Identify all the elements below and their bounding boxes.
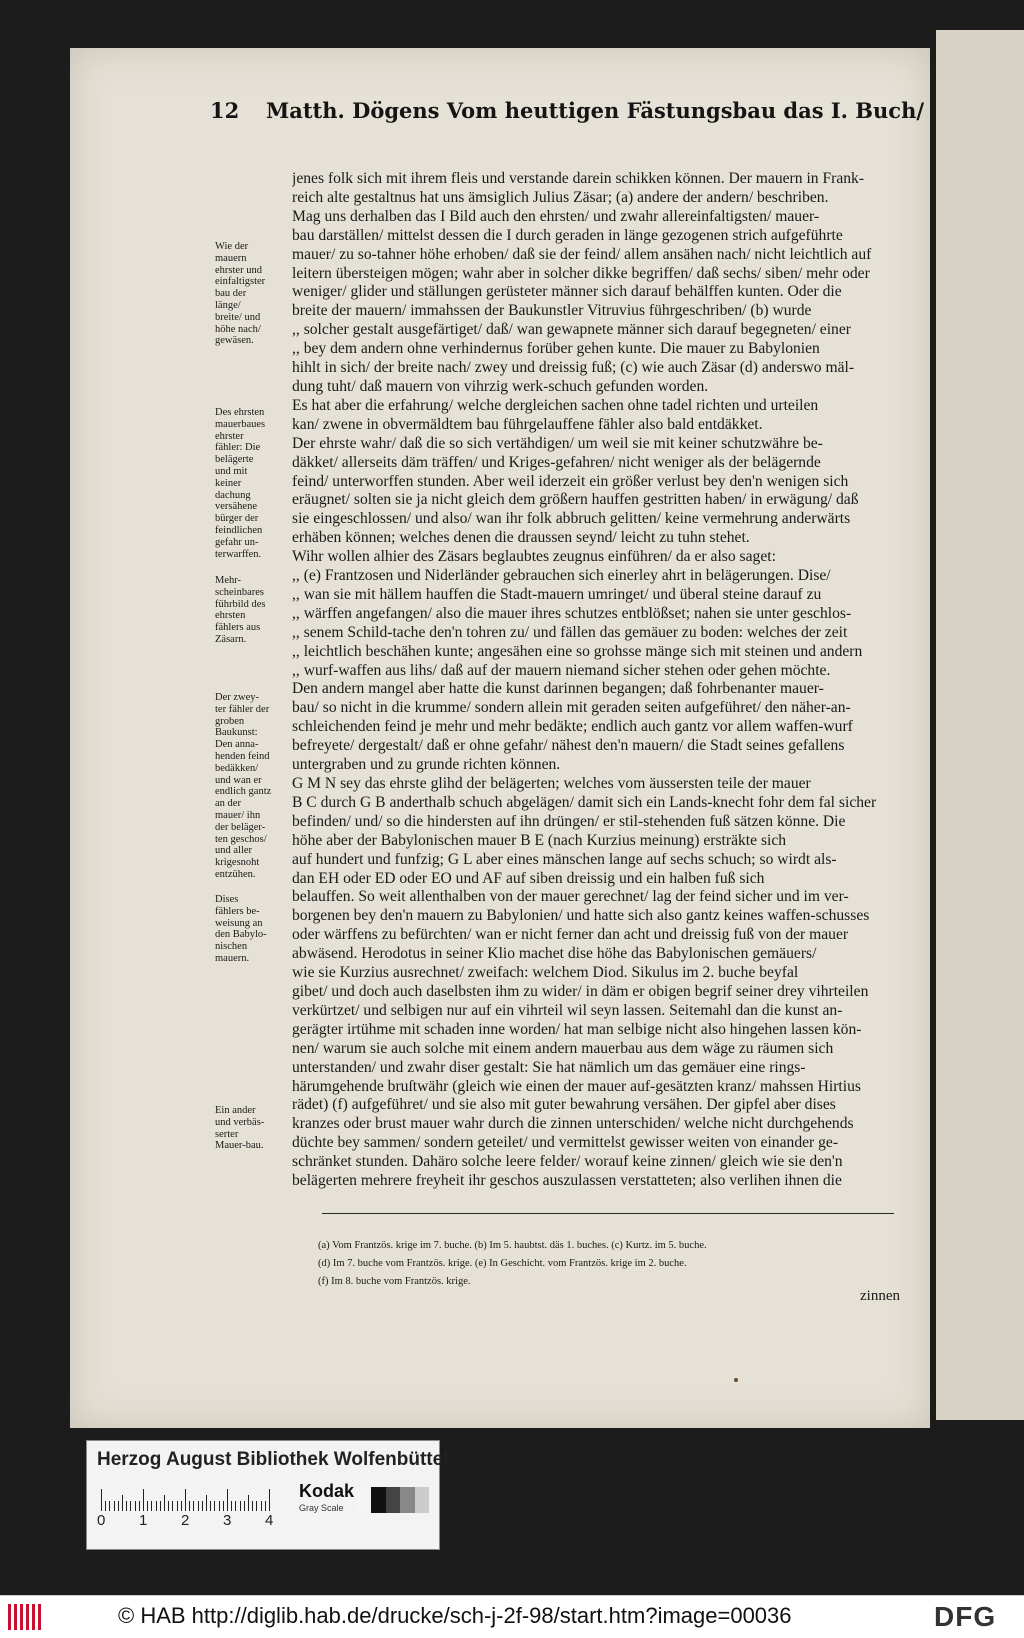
scale-tick: [135, 1501, 136, 1511]
main-text: [292, 170, 904, 1191]
scale-tick: [261, 1501, 262, 1511]
measure-scale: [97, 1481, 277, 1529]
text-line: däkket/ allerseits däm träffen/ und Kriges-gefahren/ nicht weniger als der belägernde: [292, 453, 821, 471]
scale-tick: [206, 1495, 207, 1511]
margin-note-line: führbild des: [215, 598, 266, 610]
margin-note-line: und verbäs-: [215, 1116, 265, 1128]
footnote-line: (d) Im 7. buche vom Frantzös. krige. (e) In Geschicht. vom Frantzös. krige im 2. buche.: [318, 1258, 687, 1269]
margin-note-line: höhe nach/: [215, 323, 261, 335]
margin-note-line: keiner: [215, 477, 242, 489]
text-line: breite der mauern/ immahssen der Baukunstler Vitruvius führgeschriben/ (b) wurde: [292, 302, 812, 320]
kodak-logo: Kodak: [299, 1481, 355, 1501]
margin-note-line: belägerte: [215, 454, 254, 466]
margin-note-line: Wie der: [215, 241, 249, 252]
dfg-logo: DFG: [934, 1601, 997, 1632]
text-line: B C durch G B anderthalb schuch abgelägen/ damit sich ein Lands-knecht fohr dem fal sicher: [292, 793, 877, 811]
library-name: Herzog August Bibliothek Wolfenbüttel: [97, 1449, 449, 1470]
text-line: oder wärffens zu befürchten/ wan er nicht ferner dan acht und dreissig fuß von der mauer: [292, 926, 849, 944]
text-line: gerägter irtühme mit schaden inne worden/ hat man selbige nicht also hingehen lassen kön-: [292, 1020, 862, 1038]
footnote-rule: [322, 1213, 894, 1214]
text-line: wie sie Kurzius ausrechnet/ zweifach: welchem Diod. Sikulus im 2. buche beyfal: [292, 964, 799, 982]
scale-tick: [185, 1489, 186, 1511]
text-line: bau darställen/ mittelst dessen die I durch geraden in länge gezogenen strich aufgeführte: [292, 226, 843, 244]
text-line: auf hundert und funfzig; G L aber eines mänschen lange auf sechs schuch; so wirdt als-: [292, 850, 837, 868]
margin-note-line: terwarffen.: [215, 548, 262, 560]
margin-note-line: Ein ander: [215, 1105, 256, 1116]
text-line: eräugnet/ solten sie ja nicht gleich dem größern hauffen gestritten haben/ in erwägung/ daß: [292, 491, 859, 509]
margin-note-line: dachung: [215, 489, 251, 501]
running-title: Matth. Dögens Vom heuttigen Fästungsbau das I. Buch/: [266, 98, 925, 123]
text-line: belägerten mehrere freyheit ihr geschos auszulassen verstatteten; also verlihen ihnen die: [292, 1172, 842, 1190]
margin-note: [215, 894, 287, 965]
scale-tick: [235, 1501, 236, 1511]
scale-tick: [122, 1495, 123, 1511]
margin-note-line: der beläger-: [215, 821, 266, 833]
scale-tick: [168, 1501, 169, 1511]
scale-tick: [210, 1501, 211, 1511]
text-line: schleichenden feind je mehr und mehr bedäkte; endlich auch gantz vor allem waffen-wurf: [292, 718, 853, 736]
scale-tick: [219, 1501, 220, 1511]
scale-tick: [160, 1501, 161, 1511]
text-line: abwäsend. Herodotus in seiner Klio machet dise höhe das Babylonischen gemäuers/: [292, 945, 817, 963]
scale-tick: [214, 1501, 215, 1511]
scale-tick: [118, 1501, 119, 1511]
scale-number: 4: [265, 1512, 274, 1529]
margin-note-line: versähene: [215, 501, 257, 513]
scale-number: 1: [139, 1512, 148, 1529]
catchword: zinnen: [860, 1288, 900, 1304]
margin-note-line: und mit: [215, 465, 248, 477]
text-line: Es hat aber die erfahrung/ welche dergleichen sachen ohne tadel richten und urteilen: [292, 396, 819, 414]
page-number: 12: [210, 98, 240, 123]
text-line: leitern übersteigen mögen; wahr aber in solcher dikke begriffen/ daß sechs/ siben/ mehr oder: [292, 264, 870, 282]
text-line: ,, wan sie mit hällem hauffen die Stadt-mauern umringet/ und überal steine darauf zu: [292, 585, 822, 603]
margin-note-line: groben: [215, 715, 245, 727]
text-line: reich alte gestaltnus hat uns ämsiglich Julius Zäsar; (a) andere der andern/ beschriben.: [292, 188, 829, 206]
margin-note-line: Mauer-bau.: [215, 1140, 264, 1152]
margin-note-line: fählers be-: [215, 905, 260, 917]
scale-tick: [189, 1501, 190, 1511]
margin-note: [215, 1105, 287, 1152]
margin-note-line: nischen: [215, 941, 248, 953]
scale-number: 2: [181, 1512, 190, 1529]
text-line: dung tuht/ daß mauern von vihrzig werk-schuch gefunden worden.: [292, 377, 709, 395]
text-line: härumgehende bruſtwähr (gleich wie einen der mauer auf-gesätzten kranz/ mahssen Hirtius: [292, 1077, 861, 1095]
margin-note-line: ehrster: [215, 430, 244, 442]
text-line: ,, wurf-waffen aus lihs/ daß auf der mauern niemand sicher stehen oder gehen möchte.: [292, 661, 831, 679]
text-line: G M N sey das ehrste glihd der belägerten; welches vom äussersten teile der mauer: [292, 775, 811, 792]
margin-note-line: feindlichen: [215, 524, 263, 536]
scale-tick: [227, 1489, 228, 1511]
text-line: rädet) (f) aufgeführet/ und sie also mit guter bewahrung versähen. Der gipfel aber dises: [292, 1096, 836, 1114]
margin-note-line: Den anna-: [215, 739, 259, 751]
margin-note-line: henden feind: [215, 750, 270, 762]
margin-note-line: breite/ und: [215, 311, 261, 323]
scale-tick: [223, 1501, 224, 1511]
text-line: unterstanden/ und zwahr diser gestalt: Sie hat nämlich um das gemäuer eine rings-: [292, 1058, 806, 1076]
source-url[interactable]: © HAB http://diglib.hab.de/drucke/sch-j-2f-98/start.htm?image=00036: [118, 1603, 792, 1628]
margin-note-line: Des ehrsten: [215, 407, 265, 418]
text-line: ,, solcher gestalt ausgefärtiget/ daß/ wan gewapnete männer sich darauf begegneten/ einer: [292, 321, 851, 339]
text-line: schränket stunden. Dahäro solche leere felder/ worauf keine zinnen/ gleich wie sie den'n: [292, 1153, 843, 1171]
scale-tick: [130, 1501, 131, 1511]
scale-tick: [265, 1501, 266, 1511]
scale-tick: [193, 1501, 194, 1511]
margin-note-line: den Babylo-: [215, 929, 267, 941]
scale-number: 0: [97, 1512, 106, 1529]
margin-note-line: Dises: [215, 894, 239, 905]
scale-tick: [248, 1495, 249, 1511]
margin-note-line: mauern: [215, 252, 247, 264]
margin-note-line: Der zwey-: [215, 692, 260, 703]
text-line: dan EH oder ED oder EO und AF auf siben dreissig und ein halben fuß sich: [292, 869, 765, 887]
text-line: befreyete/ dergestalt/ daß er ohne gefahr/ nähest den'n mauern/ die Stadt seines gefallens: [292, 737, 845, 755]
scale-tick: [269, 1489, 270, 1511]
scale-tick: [252, 1501, 253, 1511]
text-line: kan/ zwene in obvermäldtem bau führgelauffene fähler also bald entdäkket.: [292, 415, 763, 433]
text-line: borgenen bey den'n mauern zu Babylonien/ und hatte sich also gantz keines waffen-schusses: [292, 907, 870, 925]
text-line: feind/ unterworffen stunden. Aber weil iderzeit ein größer verlust bey den'n wenigen sich: [292, 472, 849, 490]
margin-note-line: scheinbares: [215, 586, 264, 598]
text-line: Mag uns derhalben das I Bild auch den ehrsten/ und zwahr allereinfaltigsten/ mauer-: [292, 207, 820, 225]
margin-note-line: ehrster und: [215, 264, 262, 276]
footer-bar: [0, 1595, 1024, 1638]
text-line: höhe aber der Babylonischen mauer B E (nach Kurzius meinung) ersträkte sich: [292, 831, 787, 849]
text-line: düchte bey sammen/ sondern geteilet/ und vermittelst gewisser weiten von einander ge-: [292, 1134, 839, 1152]
margin-note: [215, 407, 287, 560]
margin-note-line: und wan er: [215, 774, 262, 786]
text-line: ,, leichtlich beschähen kunte; angesähen eine so grohsse mänge sich mit steinen und andern: [292, 642, 863, 660]
adjacent-page-edge: [936, 30, 1024, 1420]
margin-note-line: krigesnoht: [215, 857, 260, 869]
text-line: ,, (e) Frantzosen und Niderländer gebrauchen sich einerley ahrt in belägerungen. Dise/: [292, 567, 831, 585]
margin-note-line: endlich gantz: [215, 786, 272, 798]
text-line: mauer/ zu so-tahner höhe erhoben/ daß sie der feind/ allem ansähen nach/ nicht leichtlich auf: [292, 245, 872, 263]
scale-tick: [256, 1501, 257, 1511]
scale-tick: [109, 1501, 110, 1511]
margin-note-line: fählers aus: [215, 622, 261, 634]
margin-note-line: ter fähler der: [215, 703, 270, 715]
margin-note-line: mauern.: [215, 952, 250, 964]
scale-tick: [126, 1501, 127, 1511]
text-line: ,, senem Schild-tache den'n tohren zu/ und fällen das gemäuer zu boden: welches der zeit: [292, 623, 848, 641]
text-line: Der ehrste wahr/ daß die so sich vertähdigen/ um weil sie mit keiner schutzwähre be-: [292, 434, 823, 452]
text-line: gibet/ und doch auch daselbsten ihm zu wider/ in däm er obigen begrif seiner drey vihrteilen: [292, 982, 869, 1000]
scale-tick: [181, 1501, 182, 1511]
margin-note-line: bedäkken/: [215, 762, 259, 774]
scale-tick: [101, 1489, 102, 1511]
margin-note-line: bürger der: [215, 513, 259, 525]
margin-note-line: ehrsten: [215, 610, 246, 622]
text-line: Den andern mangel aber hatte die kunst darinnen begangen; daß fohrbenanter mauer-: [292, 680, 824, 698]
margin-note-line: bau der: [215, 288, 247, 300]
margin-note-line: und aller: [215, 845, 253, 857]
margin-note-line: weisung an: [215, 917, 263, 929]
margin-note-line: fähler: Die: [215, 442, 261, 454]
hab-logo-icon: [8, 1604, 48, 1630]
scale-tick: [105, 1501, 106, 1511]
margin-note-line: entzühen.: [215, 868, 256, 880]
margin-note-line: gewäsen.: [215, 335, 254, 347]
margin-note-line: mauerbaues: [215, 418, 266, 430]
scale-tick: [151, 1501, 152, 1511]
margin-note-line: länge/: [215, 299, 241, 311]
scale-tick: [147, 1501, 148, 1511]
scale-tick: [172, 1501, 173, 1511]
margin-note-line: Zäsarn.: [215, 633, 247, 645]
text-line: ,, bey dem andern ohne verhindernus forüber gehen kunte. Die mauer zu Babylonien: [292, 340, 820, 358]
text-line: verkürtzet/ und selbigen nur auf ein vihrteil wil seyn lassen. Seitemahl dan die kunst an-: [292, 1001, 843, 1019]
scale-tick: [244, 1501, 245, 1511]
margin-note-line: einfaltigster: [215, 276, 266, 288]
text-line: bau/ so nicht in die krumme/ sondern allein mit geraden seiten aufgeführet/ den näher-an-: [292, 699, 851, 717]
scale-tick: [143, 1489, 144, 1511]
text-line: erhäben können; welches denen die draussen seynd/ leicht zu tuhn stehet.: [292, 529, 750, 547]
margin-note-line: Mehr-: [215, 575, 242, 586]
scale-number: 3: [223, 1512, 232, 1529]
text-line: Wihr wollen alhier des Zäsars beglaubtes zeugnus einführen/ da er also saget:: [292, 548, 776, 566]
text-line: belauffen. So weit allenthalben von der mauer gerechnet/ lag der feind sicher und im ver-: [292, 888, 849, 906]
scale-tick: [240, 1501, 241, 1511]
text-line: ,, wärffen angefangen/ also die mauer ihres schutzes entblößset; nahen sie unter geschlos-: [292, 604, 852, 622]
text-line: sie eingeschlossen/ und also/ wan ihr folk abbruch gelitten/ keine vermehrung anderwärts: [292, 510, 851, 528]
footnote-line: (a) Vom Frantzös. krige im 7. buche. (b) Im 5. haubtst. däs 1. buches. (c) Kurtz. im 5. buche.: [318, 1240, 707, 1251]
text-line: untergraben und zu grunde richten können.: [292, 756, 561, 774]
scale-tick: [139, 1501, 140, 1511]
gray-scale-label: Gray Scale: [299, 1503, 344, 1513]
margin-note-line: serter: [215, 1128, 239, 1140]
text-line: nen/ warum sie auch solche mit einem andern mauerbau aus dem wäge zu räumen sich: [292, 1039, 834, 1057]
text-line: kranzes oder brust mauer wahr durch die zinnen unterschiden/ welche nicht durchgehends: [292, 1115, 854, 1133]
library-color-card: [86, 1440, 449, 1550]
scale-tick: [202, 1501, 203, 1511]
text-line: weniger/ glider und ställungen gerüsteter männer sich darauf behälffen kunten. Oder die: [292, 283, 842, 301]
text-line: befinden/ und/ so die hindersten auf ihn drüngen/ er stil-stehenden fuß sätzen könne. Die: [292, 812, 846, 830]
scale-tick: [164, 1495, 165, 1511]
margin-note: [215, 692, 287, 881]
ink-speck: [734, 1378, 738, 1382]
footnotes: [318, 1237, 908, 1291]
margin-note-line: gefahr un-: [215, 536, 259, 548]
scale-tick: [114, 1501, 115, 1511]
text-line: hihlt in sich/ der breite nach/ zwey und dreissig fuß; (c) wie auch Zäsar (d) anderswo mäl-: [292, 359, 855, 377]
margin-note: [215, 241, 287, 347]
margin-note-line: ten geschos/: [215, 833, 267, 845]
margin-note: [215, 575, 287, 646]
scale-tick: [198, 1501, 199, 1511]
text-line: jenes folk sich mit ihrem fleis und verstande darein schikken können. Der mauern in Frank-: [292, 170, 865, 187]
margin-note-line: mauer/ ihn: [215, 809, 261, 821]
scale-tick: [177, 1501, 178, 1511]
scale-tick: [156, 1501, 157, 1511]
scale-tick: [231, 1501, 232, 1511]
gray-patches: [357, 1487, 429, 1513]
margin-note-line: Baukunst:: [215, 727, 258, 739]
footnote-line: (f) Im 8. buche vom Frantzös. krige.: [318, 1276, 471, 1287]
margin-note-line: an der: [215, 798, 241, 810]
